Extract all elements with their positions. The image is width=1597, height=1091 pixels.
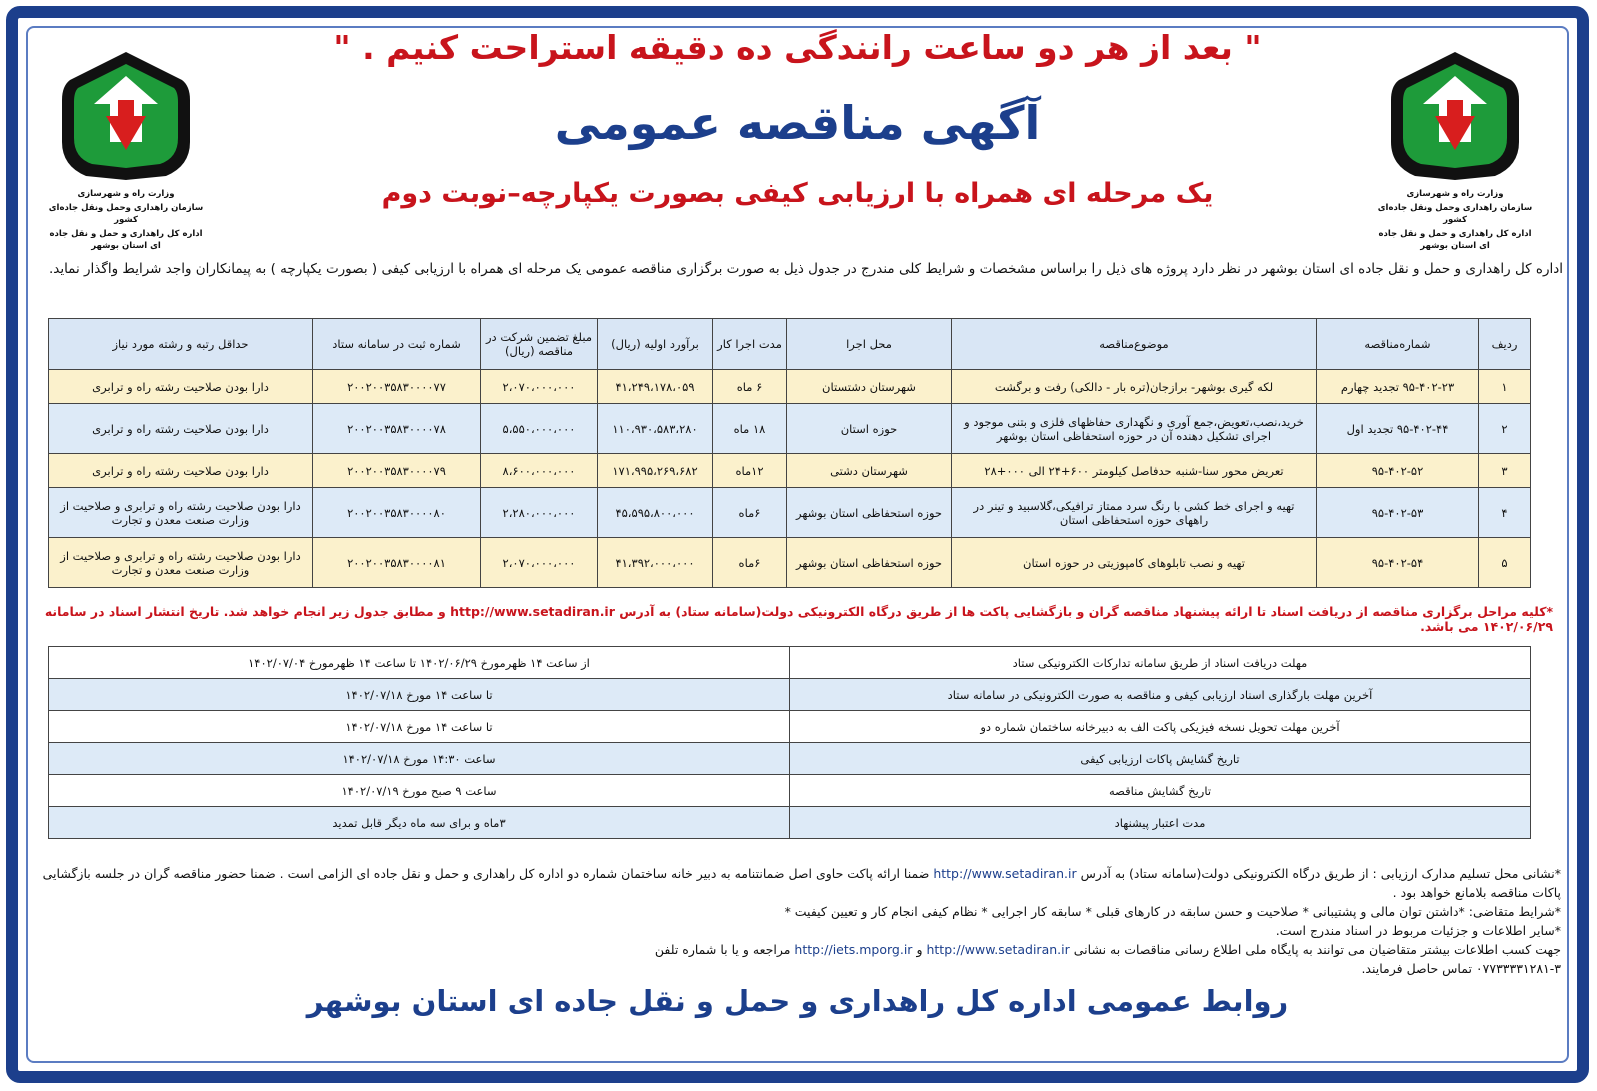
cell-row: ۳: [1479, 454, 1531, 488]
cell-duration: ۶ ماه: [713, 370, 787, 404]
cell-duration: ۶ماه: [713, 538, 787, 588]
col-header: شماره‌مناقصه: [1317, 319, 1479, 370]
schedule-value: ساعت ۹ صبح مورخ ۱۴۰۲/۰۷/۱۹: [49, 775, 790, 807]
note-contact-and: و: [916, 942, 923, 957]
schedule-label: آخرین مهلت بارگذاری اسناد ارزیابی کیفی و مناقصه به صورت الکترونیکی در سامانه ستاد: [790, 679, 1531, 711]
cell-grade: دارا بودن صلاحیت رشته راه و ترابری: [49, 370, 313, 404]
schedule-label: مهلت دریافت اسناد از طریق سامانه تدارکات الکترونیکی ستاد: [790, 647, 1531, 679]
cell-guarantee: ۲،۲۸۰،۰۰۰،۰۰۰: [481, 488, 598, 538]
cell-number: ۹۵-۴۰۲-۵۴: [1317, 538, 1479, 588]
cell-subject: تهیه و نصب تابلوهای کامپوزیتی در حوزه استان: [952, 538, 1317, 588]
col-header: مدت اجرا کار: [713, 319, 787, 370]
table-row: [49, 404, 1531, 454]
logo-caption-line2: سازمان راهداری وحمل ونقل جاده‌ای کشور: [1377, 203, 1533, 225]
cell-subject: لکه گیری بوشهر- برازجان(تره بار - دالکی) رفت و برگشت: [952, 370, 1317, 404]
cell-guarantee: ۲،۰۷۰،۰۰۰،۰۰۰: [481, 538, 598, 588]
col-header: حداقل رتبه و رشته مورد نیاز: [49, 319, 313, 370]
cell-number: ۹۵-۴۰۲-۴۴ تجدید اول: [1317, 404, 1479, 454]
setadiran-link[interactable]: http://www.setadiran.ir: [933, 866, 1077, 881]
cell-registration: ۲۰۰۲۰۰۳۵۸۳۰۰۰۰۸۱: [313, 538, 481, 588]
note-conditions: *شرایط متقاضی: *داشتن توان مالی و پشتیبانی * صلاحیت و حسن سابقه در کارهای قبلی * سابقه کار اجرایی * نظام کیفی انجام کار و تعیین کیفیت *: [784, 904, 1561, 919]
col-header: محل اجرا: [787, 319, 952, 370]
cell-duration: ۶ماه: [713, 488, 787, 538]
cell-number: ۹۵-۴۰۲-۵۳: [1317, 488, 1479, 538]
cell-location: شهرستان دشتستان: [787, 370, 952, 404]
schedule-row: [49, 807, 1531, 839]
table-header-row: [49, 319, 1531, 370]
cell-registration: ۲۰۰۲۰۰۳۵۸۳۰۰۰۰۸۰: [313, 488, 481, 538]
schedule-label: آخرین مهلت تحویل نسخه فیزیکی پاکت الف به دبیرخانه ساختمان شماره دو: [790, 711, 1531, 743]
col-header: ردیف: [1479, 319, 1531, 370]
cell-location: حوزه استحفاظی استان بوشهر: [787, 538, 952, 588]
schedule-table: [48, 646, 1531, 839]
schedule-row: [49, 775, 1531, 807]
col-header: شماره ثبت در سامانه ستاد: [313, 319, 481, 370]
schedule-value: ساعت ۱۴:۳۰ مورخ ۱۴۰۲/۰۷/۱۸: [49, 743, 790, 775]
cell-subject: تعریض محور سنا-شنبه حدفاصل کیلومتر ۶۰۰+۲۴ الی ۰۰۰+۲۸: [952, 454, 1317, 488]
cell-row: ۴: [1479, 488, 1531, 538]
cell-grade: دارا بودن صلاحیت رشته راه و ترابری و صلاحیت از وزارت صنعت معدن و تجارت: [49, 538, 313, 588]
cell-location: شهرستان دشتی: [787, 454, 952, 488]
cell-registration: ۲۰۰۲۰۰۳۵۸۳۰۰۰۰۷۷: [313, 370, 481, 404]
footer-public-relations: روابط عمومی اداره کل راهداری و حمل و نقل جاده ای استان بوشهر: [306, 984, 1289, 1018]
note-delivery-text-a: *نشانی محل تسلیم مدارک ارزیابی : از طریق درگاه الکترونیکی دولت(سامانه ستاد) به آدرس: [1080, 866, 1561, 881]
setadiran-link[interactable]: http://www.setadiran.ir: [926, 942, 1070, 957]
cell-row: ۱: [1479, 370, 1531, 404]
col-header: برآورد اولیه (ریال): [598, 319, 713, 370]
cell-guarantee: ۲،۰۷۰،۰۰۰،۰۰۰: [481, 370, 598, 404]
table-row: [49, 370, 1531, 404]
schedule-label: تاریخ گشایش پاکات ارزیابی کیفی: [790, 743, 1531, 775]
schedule-value: تا ساعت ۱۴ مورخ ۱۴۰۲/۰۷/۱۸: [49, 711, 790, 743]
cell-estimate: ۱۱۰،۹۳۰،۵۸۳،۲۸۰: [598, 404, 713, 454]
schedule-label: تاریخ گشایش مناقصه: [790, 775, 1531, 807]
logo-caption-line2: سازمان راهداری وحمل ونقل جاده‌ای کشور: [48, 203, 204, 225]
note-delivery-text-b: ضمنا ارائه پاکت حاوی اصل ضمانتنامه به دبیر خانه ساختمان شماره دو اداره کل راهداری و حمل و نقل جاده ای الزامی است . ضمنا حضور مناقصه گران در جلسه بازگشایی پاکات مناقصه بلامانع خواهد بود .: [42, 866, 1561, 900]
table-row: [49, 454, 1531, 488]
safety-slogan: " بعد از هر دو ساعت رانندگی ده دقیقه استراحت کنیم . ": [333, 28, 1262, 67]
cell-number: ۹۵-۴۰۲-۲۳ تجدید چهارم: [1317, 370, 1479, 404]
logo-caption-line3: اداره کل راهداری و حمل و نقل جاده ای استان بوشهر: [1378, 229, 1532, 251]
col-header: مبلغ تضمین شرکت در مناقصه (ریال): [481, 319, 598, 370]
col-header: موضوع‌مناقصه: [952, 319, 1317, 370]
schedule-row: [49, 711, 1531, 743]
schedule-row: [49, 679, 1531, 711]
page-title: آگهی مناقصه عمومی: [554, 96, 1041, 150]
cell-row: ۲: [1479, 404, 1531, 454]
cell-row: ۵: [1479, 538, 1531, 588]
schedule-label: مدت اعتبار پیشنهاد: [790, 807, 1531, 839]
cell-number: ۹۵-۴۰۲-۵۲: [1317, 454, 1479, 488]
cell-subject: تهیه و اجرای خط کشی با رنگ سرد ممتاز ترافیکی،گلاسبید و تینر در راههای حوزه استحفاظی استان: [952, 488, 1317, 538]
note-contact: [34, 940, 1561, 959]
cell-grade: دارا بودن صلاحیت رشته راه و ترابری: [49, 454, 313, 488]
schedule-row: [49, 647, 1531, 679]
cell-guarantee: ۵،۵۵۰،۰۰۰،۰۰۰: [481, 404, 598, 454]
iets-link[interactable]: http://iets.mporg.ir: [794, 942, 913, 957]
table-row: [49, 538, 1531, 588]
schedule-value: از ساعت ۱۴ ظهرمورخ ۱۴۰۲/۰۶/۲۹ تا ساعت ۱۴ ظهرمورخ ۱۴۰۲/۰۷/۰۴: [49, 647, 790, 679]
cell-estimate: ۴۱،۲۴۹،۱۷۸،۰۵۹: [598, 370, 713, 404]
cell-guarantee: ۸،۶۰۰،۰۰۰،۰۰۰: [481, 454, 598, 488]
page-frame: [6, 6, 1589, 1083]
note-contact-text-a: جهت کسب اطلاعات بیشتر متقاضیان می توانند به پایگاه ملی اطلاع رسانی مناقصات به نشانی: [1073, 942, 1561, 957]
schedule-row: [49, 743, 1531, 775]
note-contact-text-b: مراجعه و یا با شماره تلفن: [654, 942, 791, 957]
logo-caption-line3: اداره کل راهداری و حمل و نقل جاده ای استان بوشهر: [49, 229, 203, 251]
cell-duration: ۱۸ ماه: [713, 404, 787, 454]
tenders-table: [48, 318, 1531, 588]
schedule-value: ۳ماه و برای سه ماه دیگر قابل تمدید: [49, 807, 790, 839]
cell-location: حوزه استان: [787, 404, 952, 454]
intro-paragraph: اداره کل راهداری و حمل و نقل جاده ای استان بوشهر در نظر دارد پروژه های ذیل را براساس مشخصات و شرایط کلی مندرج در جدول ذیل به صورت برگزاری مناقصه عمومی یک مرحله ای همراه با ارزیابی کیفی ( بصورت یکپارچه ) به پیمانکاران واجد شرایط واگذار نماید.: [48, 261, 1563, 277]
cell-subject: خرید،نصب،تعویض،جمع آوری و نگهداری حفاظهای فلزی و بتنی موجود و اجرای تشکیل دهنده آن در حوزه استحفاظی استان بوشهر: [952, 404, 1317, 454]
schedule-value: تا ساعت ۱۴ مورخ ۱۴۰۲/۰۷/۱۸: [49, 679, 790, 711]
cell-registration: ۲۰۰۲۰۰۳۵۸۳۰۰۰۰۷۸: [313, 404, 481, 454]
note-delivery: [34, 864, 1561, 902]
cell-grade: دارا بودن صلاحیت رشته راه و ترابری: [49, 404, 313, 454]
logo-caption-line1: وزارت راه و شهرسازی: [77, 189, 175, 199]
page-subtitle: یک مرحله ای همراه با ارزیابی کیفی بصورت یکپارچه–نوبت دوم: [381, 178, 1214, 209]
process-note: *کلیه مراحل برگزاری مناقصه از دریافت اسناد تا ارائه پیشنهاد مناقصه گران و بازگشایی پاکت ها از طریق درگاه الکترونیکی دولت(سامانه ستاد) به آدرس http://www.setadiran.ir و مطابق جدول زیر انجام خواهد شد. تاریخ انتشار اسناد در سامانه ۱۴۰۲/۰۶/۲۹ می باشد.: [44, 604, 1553, 634]
cell-estimate: ۴۵،۵۹۵،۸۰۰،۰۰۰: [598, 488, 713, 538]
table-row: [49, 488, 1531, 538]
note-other-info: *سایر اطلاعات و جزئیات مربوط در اسناد مندرج است.: [1275, 923, 1561, 938]
cell-duration: ۱۲ماه: [713, 454, 787, 488]
cell-location: حوزه استحفاظی استان بوشهر: [787, 488, 952, 538]
cell-grade: دارا بودن صلاحیت رشته راه و ترابری و صلاحیت از وزارت صنعت معدن و تجارت: [49, 488, 313, 538]
cell-estimate: ۴۱،۳۹۲،۰۰۰،۰۰۰: [598, 538, 713, 588]
bottom-notes: [34, 864, 1561, 978]
note-phone: ۰۷۷۳۳۳۳۱۲۸۱-۳ تماس حاصل فرمایند.: [1361, 961, 1561, 976]
cell-registration: ۲۰۰۲۰۰۳۵۸۳۰۰۰۰۷۹: [313, 454, 481, 488]
logo-caption-line1: وزارت راه و شهرسازی: [1406, 189, 1504, 199]
cell-estimate: ۱۷۱،۹۹۵،۲۶۹،۶۸۲: [598, 454, 713, 488]
